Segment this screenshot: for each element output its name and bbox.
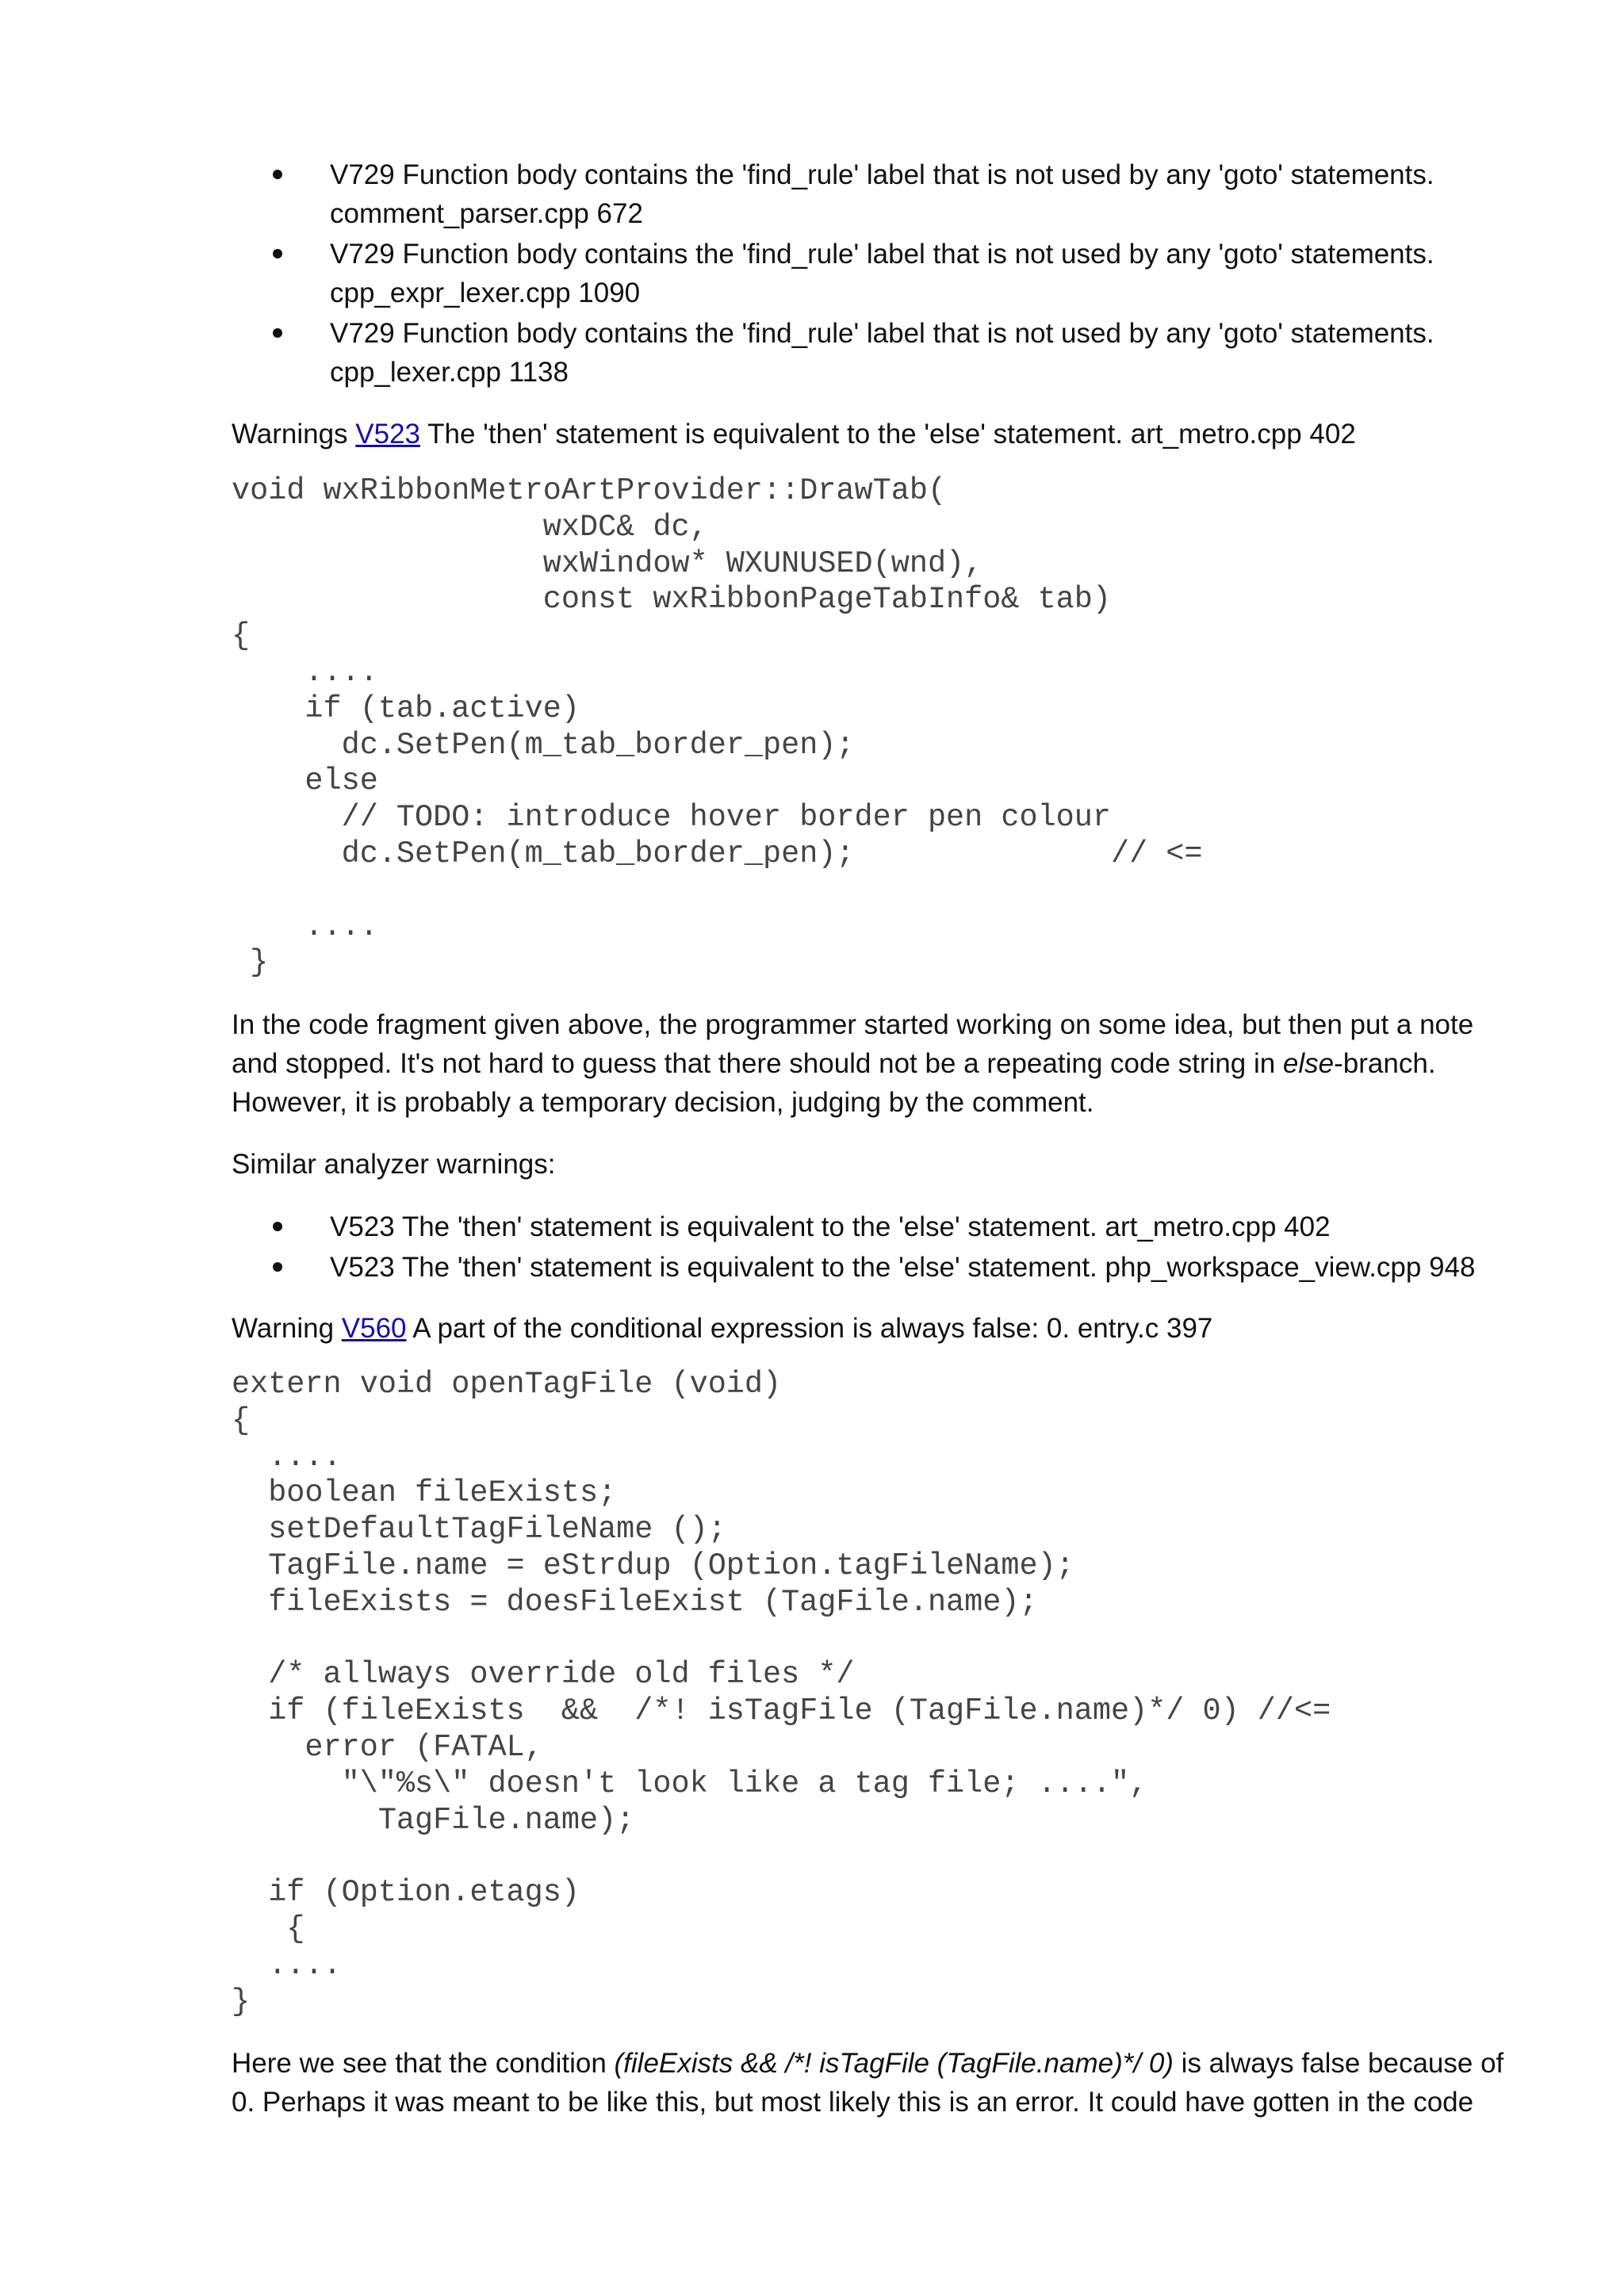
warning-text: V729 Function body contains the 'find_rule' label that is not used by any 'goto' statements. [330, 239, 1434, 270]
paragraph-italic: else [1282, 1048, 1335, 1079]
code-line: .... [232, 909, 378, 944]
code-block-opentagfile [232, 1367, 1331, 2020]
paragraph-italic: (fileExists && /*! isTagFile (TagFile.name)*/ 0) [614, 2048, 1174, 2079]
code-line: /* allways override old files */ [232, 1657, 855, 1693]
code-line: } [232, 945, 269, 981]
v560-link[interactable]: V560 [341, 1313, 407, 1344]
code-line: wxDC& dc, [232, 509, 708, 545]
v523-warning-list [279, 1207, 1516, 1288]
code-line: wxWindow* WXUNUSED(wnd), [232, 545, 983, 581]
code-line: // TODO: introduce hover border pen colour [232, 800, 1111, 836]
code-line: TagFile.name); [232, 1802, 635, 1838]
list-item [279, 314, 1516, 392]
code-line: setDefaultTagFileName (); [232, 1512, 726, 1548]
warning-location: cpp_lexer.cpp 1138 [330, 357, 569, 388]
warning-description: A part of the conditional expression is always false: 0. entry.c 397 [406, 1313, 1213, 1344]
list-item: V523 The 'then' statement is equivalent to the 'else' statement. art_metro.cpp 402 [279, 1207, 1516, 1246]
warning-location: comment_parser.cpp 672 [330, 198, 643, 229]
paragraph-text: is always false because of 0. Perhaps it was meant to be like this, but most likely this is an error. It could have gotten in the code [232, 2048, 1504, 2118]
paragraph-text: Here we see that the condition [232, 2048, 615, 2079]
warning-v560-heading [232, 1309, 1516, 1348]
warning-text: V729 Function body contains the 'find_rule' label that is not used by any 'goto' statements. [330, 159, 1434, 190]
code-line: TagFile.name = eStrdup (Option.tagFileName); [232, 1548, 1074, 1583]
paragraph-text: In the code fragment given above, the programmer started working on some idea, but then put a note and stopped. It's not hard to guess that there should not be a repeating code string in [232, 1009, 1474, 1079]
code-block-drawtab [232, 473, 1203, 982]
code-line: error (FATAL, [232, 1729, 543, 1765]
code-line: else [232, 763, 378, 799]
code-line: void wxRibbonMetroArtProvider::DrawTab( [232, 473, 947, 508]
warning-description: The 'then' statement is equivalent to the 'else' statement. art_metro.cpp 402 [420, 419, 1356, 450]
code-line: .... [232, 1439, 342, 1475]
code-line: boolean fileExists; [232, 1475, 617, 1511]
code-line: fileExists = doesFileExist (TagFile.name); [232, 1584, 1038, 1620]
code-line: { [232, 1911, 305, 1946]
code-line: { [232, 618, 251, 654]
code-line: } [232, 1984, 251, 2019]
conclusion-paragraph [232, 2044, 1516, 2122]
code-line: extern void openTagFile (void) [232, 1367, 782, 1402]
list-item: V523 The 'then' statement is equivalent to the 'else' statement. php_workspace_view.cpp 948 [279, 1248, 1516, 1287]
code-line: "\"%s\" doesn't look like a tag file; ....", [232, 1766, 1148, 1801]
explanation-paragraph [232, 1005, 1516, 1122]
v729-warning-list [279, 155, 1516, 393]
code-line: dc.SetPen(m_tab_border_pen); // <= [232, 836, 1203, 871]
warning-text: V729 Function body contains the 'find_rule' label that is not used by any 'goto' statements. [330, 318, 1434, 349]
similar-warnings-label: Similar analyzer warnings: [232, 1149, 556, 1180]
code-line: .... [232, 654, 378, 690]
paragraph-text: -branch. However, it is probably a temporary decision, judging by the comment. [232, 1048, 1436, 1118]
v523-link[interactable]: V523 [355, 419, 421, 450]
code-line: .... [232, 1947, 342, 1983]
warning-prefix: Warning [232, 1313, 342, 1344]
code-line: if (tab.active) [232, 691, 580, 726]
warning-prefix: Warnings [232, 419, 356, 450]
code-line: if (Option.etags) [232, 1875, 580, 1911]
code-line: dc.SetPen(m_tab_border_pen); [232, 727, 855, 763]
list-item [279, 235, 1516, 312]
list-item [279, 155, 1516, 233]
warning-v523-heading [232, 415, 1516, 453]
code-line: { [232, 1402, 251, 1438]
code-line: if (fileExists && /*! isTagFile (TagFile.name)*/ 0) //<= [232, 1693, 1331, 1729]
code-line: const wxRibbonPageTabInfo& tab) [232, 582, 1111, 618]
warning-location: cpp_expr_lexer.cpp 1090 [330, 277, 641, 308]
